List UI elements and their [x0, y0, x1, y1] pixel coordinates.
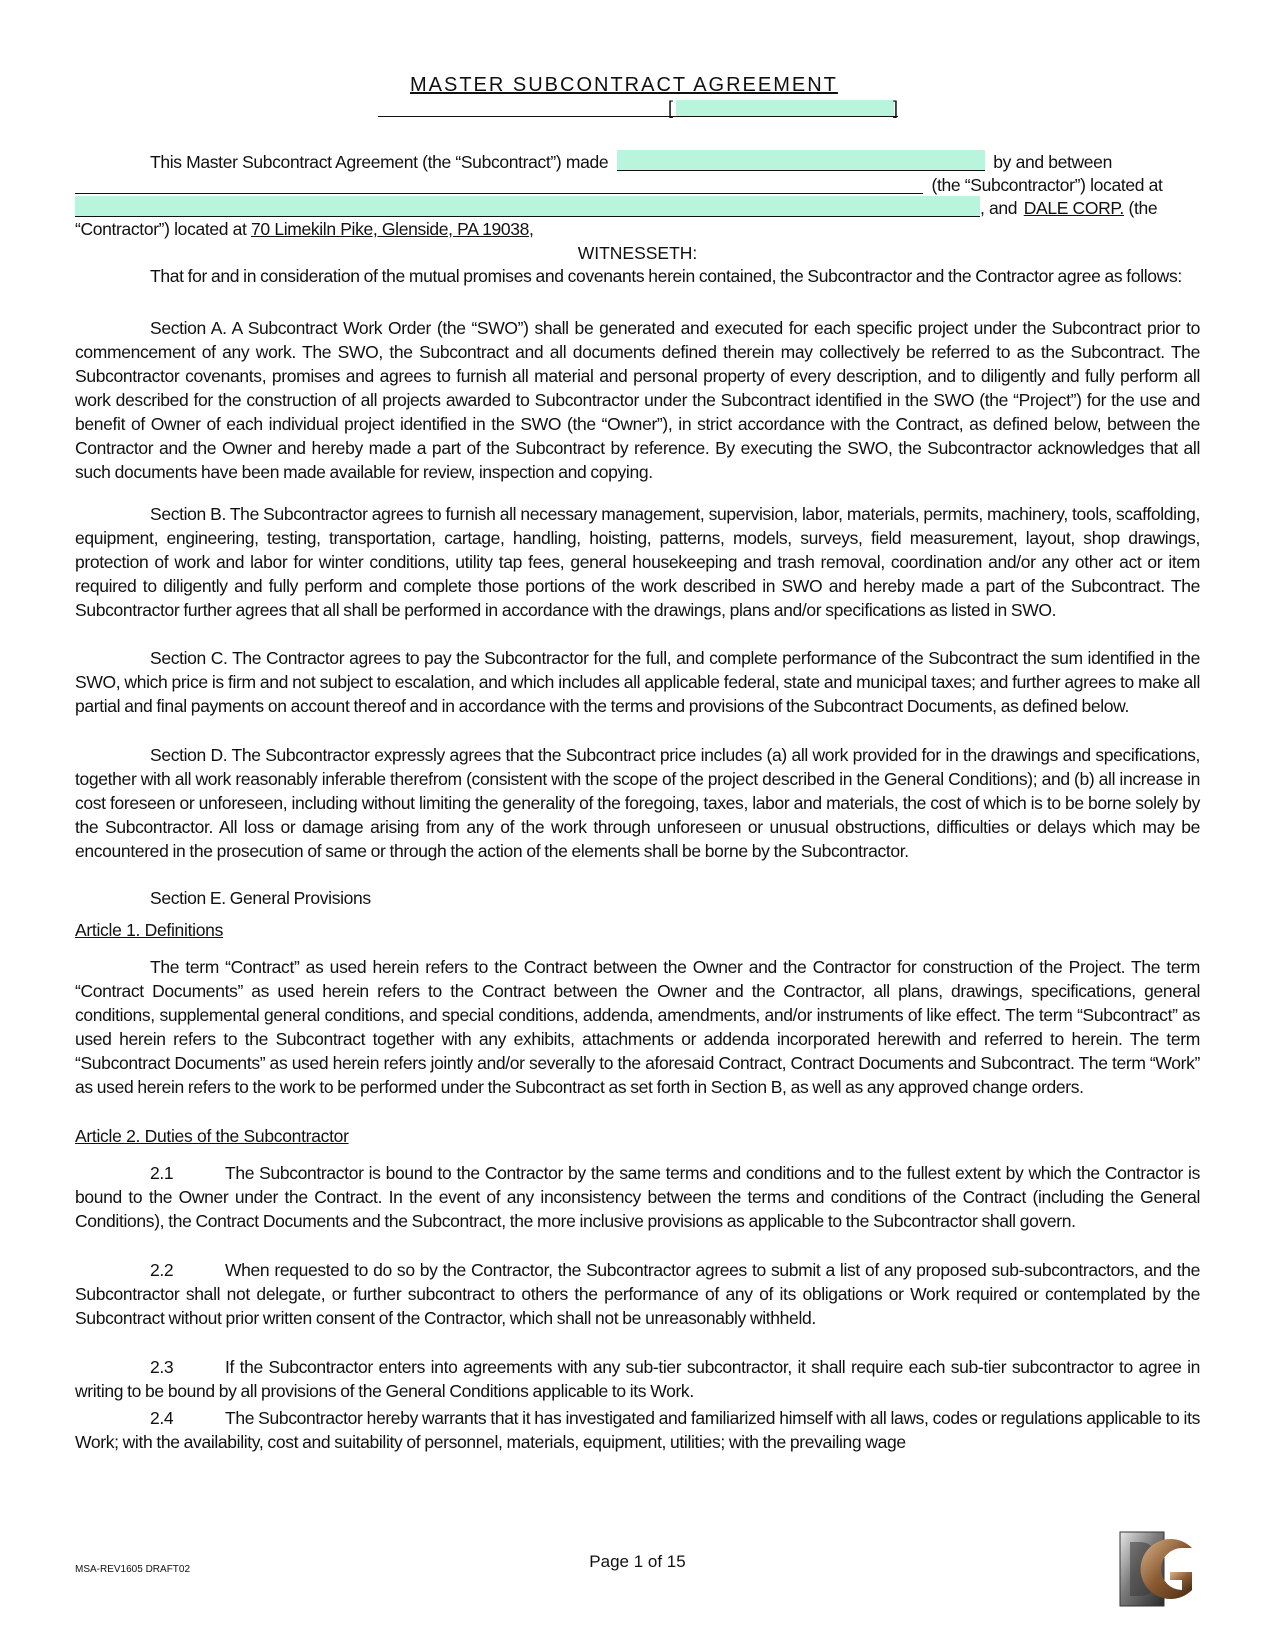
title-bracket-close: ] [893, 98, 899, 118]
revision-label: MSA-REV1605 DRAFT02 [75, 1564, 191, 1575]
clause-number: 2.2 [150, 1260, 174, 1280]
section-b-paragraph [75, 502, 1200, 622]
clause-2-4 [75, 1406, 1200, 1454]
intro-text-4-start: “Contractor”) located at [75, 219, 247, 239]
intro-text-2-end: (the “Subcontractor”) located at [931, 175, 1163, 195]
section-a-paragraph [75, 316, 1200, 484]
subcontractor-address-field[interactable] [75, 196, 980, 217]
section-a-text: Section A. A Subcontract Work Order (the “SWO”) shall be generated and executed for each specific project under the Subcontract prior to commencement of any work. The SWO, the Subcontract and all documents defined therein may collectively be referred to as the Subcontract. The Subcontractor covenants, promises and agrees to furnish all material and personal property of every description, and to diligently and fully perform all work described for the construction of all projects awarded to Subcontractor under the Subcontract identified in the SWO (the “Project”) for the use and benefit of Owner of each individual project identified in the SWO (the “Owner”), in strict accordance with the Contract, as defined below, between the Contractor and the Owner and hereby made a part of the Subcontract by reference. By executing the SWO, the Subcontractor acknowledges that all such documents have been made available for review, inspection and copying. [75, 318, 1200, 482]
contractor-name: DALE CORP. [1023, 198, 1124, 218]
clause-2-2 [75, 1258, 1200, 1330]
contractor-address: 70 Limekiln Pike, Glenside, PA 19038 [251, 219, 529, 239]
clause-number: 2.4 [150, 1408, 174, 1428]
section-c-text: Section C. The Contractor agrees to pay the Subcontractor for the full, and complete performance of the Subcontract the sum identified in the SWO, which price is firm and not subject to escalation, and which includes all applicable federal, state and municipal taxes; and further agrees to make all partial and final payments on account thereof and in accordance with the terms and provisions of the Subcontract Documents, as defined below. [75, 648, 1200, 716]
clause-text: When requested to do so by the Contractor, the Subcontractor agrees to submit a list of any proposed sub-subcontractors, and the Subcontractor shall not delegate, or further subcontract to others the performance of any of its obligations or Work required or contemplated by the Subcontract without prior written consent of the Contractor, which shall not be unreasonably withheld. [75, 1260, 1200, 1328]
intro-text-3-end: , and [980, 198, 1018, 218]
article-1-text: The term “Contract” as used herein refers to the Contract between the Owner and the Contractor for construction of the Project. The term “Contract Documents” as used herein refers to the Contract between the Owner and the Contractor, all plans, drawings, specifications, general conditions, supplemental general conditions, and special conditions, addenda, amendments, and/or instruments of like effect. The term “Subcontract” as used herein refers to the Subcontract together with any exhibits, attachments or addenda incorporated herewith and referred to herein. The term “Subcontract Documents” as used herein refers jointly and/or severally to the aforesaid Contract, Contract Documents and Subcontract. The term “Work” as used herein refers to the work to be performed under the Subcontract as set forth in Section B, as well as any approved change orders. [75, 957, 1200, 1097]
document-title: MASTER SUBCONTRACT AGREEMENT [410, 74, 838, 96]
date-field[interactable] [617, 150, 985, 171]
intro-text-1: This Master Subcontract Agreement (the “Subcontract”) made [150, 152, 609, 172]
section-d-paragraph [75, 743, 1200, 863]
dale-corp-logo-icon [1118, 1528, 1198, 1610]
clause-number: 2.3 [150, 1357, 174, 1377]
intro-text-4-end: , [529, 219, 534, 239]
section-d-text: Section D. The Subcontractor expressly agrees that the Subcontract price includes (a) all work provided for in the drawings and specifications, together with all work reasonably inferable therefrom (consistent with the scope of the project described in the General Conditions); and (b) all increase in cost foreseen or unforeseen, including without limiting the generality of the foregoing, taxes, labor and materials, the cost of which is to be borne solely by the Subcontractor. All loss or damage arising from any of the work through unforeseen or unusual obstructions, difficulties or delays which may be encountered in the prosecution of same or through the action of the elements shall be borne by the Subcontractor. [75, 745, 1200, 861]
consideration-paragraph [75, 264, 1200, 288]
article-1-paragraph [75, 955, 1200, 1099]
page-number: Page 1 of 15 [589, 1552, 686, 1571]
title-blank-field[interactable] [676, 100, 894, 116]
title-bracket-open: [ [668, 98, 674, 118]
witnesseth-heading: WITNESSETH: [577, 243, 698, 263]
section-c-paragraph [75, 646, 1200, 718]
intro-line-1 [150, 150, 1112, 173]
intro-line-3 [75, 196, 1157, 219]
intro-text-3-tail: (the [1128, 198, 1158, 218]
intro-line-4 [75, 219, 534, 240]
section-e-paragraph [75, 886, 1200, 910]
clause-text: The Subcontractor is bound to the Contractor by the same terms and conditions and to the fullest extent by which the Contractor is bound to the Owner under the Contract. In the event of any inconsistency between the terms and conditions of the Contract (including the General Conditions), the Contract Documents and the Subcontract, the more inclusive provisions as applicable to the Subcontractor shall govern. [75, 1163, 1200, 1231]
article-2-heading: Article 2. Duties of the Subcontractor [75, 1126, 349, 1146]
clause-2-1 [75, 1161, 1200, 1233]
section-e-text: Section E. General Provisions [150, 888, 371, 908]
intro-text-1-end: by and between [993, 152, 1112, 172]
clause-number: 2.1 [150, 1163, 174, 1183]
clause-text: The Subcontractor hereby warrants that it has investigated and familiarized himself with all laws, codes or regulations applicable to its Work; with the availability, cost and suitability of personnel, materials, equipment, utilities; with the prevailing wage [75, 1408, 1200, 1452]
section-b-text: Section B. The Subcontractor agrees to furnish all necessary management, supervision, labor, materials, permits, machinery, tools, scaffolding, equipment, engineering, testing, transportation, cartage, handling, hoisting, patterns, models, surveys, field measurement, layout, shop drawings, protection of work and labor for winter conditions, utility tap fees, general housekeeping and trash removal, coordination and/or any other act or item required to diligently and fully perform and complete those portions of the work described in SWO and hereby made a part of the Subcontract. The Subcontractor further agrees that all shall be performed in accordance with the drawings, plans and/or specifications as listed in SWO. [75, 504, 1200, 620]
consideration-text: That for and in consideration of the mutual promises and covenants herein contained, the Subcontractor and the Contractor agree as follows: [150, 266, 1182, 286]
intro-line-2 [75, 173, 1163, 196]
clause-text: If the Subcontractor enters into agreements with any sub-tier subcontractor, it shall require each sub-tier subcontractor to agree in writing to be bound by all provisions of the General Conditions applicable to its Work. [75, 1357, 1200, 1401]
clause-2-3 [75, 1355, 1200, 1403]
article-1-heading: Article 1. Definitions [75, 920, 224, 940]
subcontractor-name-field[interactable] [75, 173, 923, 194]
